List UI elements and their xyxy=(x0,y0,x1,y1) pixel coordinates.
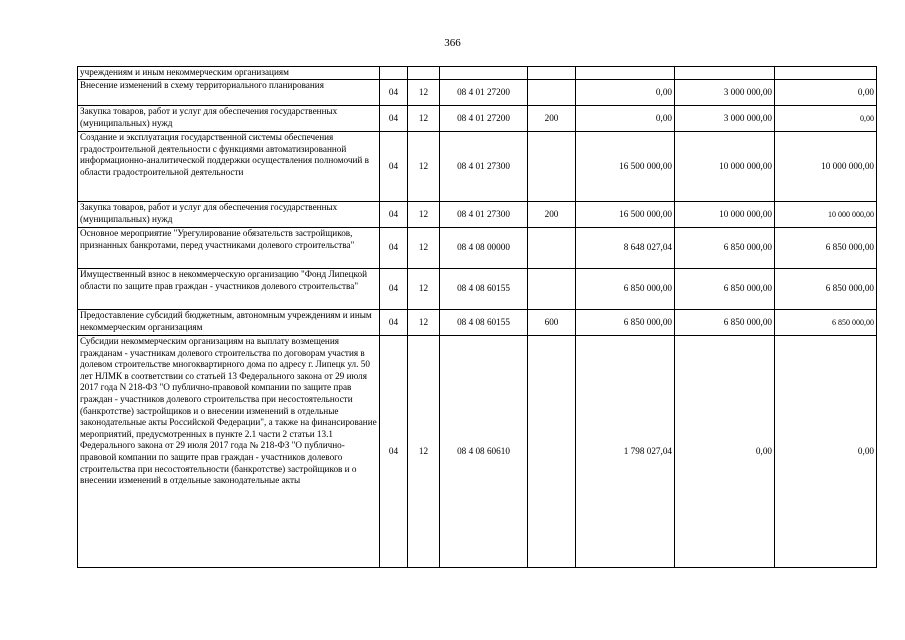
row-name: Предоставление субсидий бюджетным, автономным учреждениям и иным некоммерческим организациям xyxy=(78,310,380,336)
row-name: Внесение изменений в схему территориального планирования xyxy=(78,80,380,106)
row-name: Основное мероприятие "Урегулирование обязательств застройщиков, признанных банкротами, перед участниками долевого строительства" xyxy=(78,228,380,269)
subsection-code: 12 xyxy=(408,202,440,228)
row-name: Закупка товаров, работ и услуг для обеспечения государственных (муниципальных) нужд xyxy=(78,202,380,228)
target-article-code: 08 4 01 27300 xyxy=(440,132,528,202)
section-code: 04 xyxy=(380,310,408,336)
expense-type-code: 200 xyxy=(528,106,576,132)
amount-year-3: 10 000 000,00 xyxy=(775,202,877,228)
amount-year-2: 0,00 xyxy=(675,336,775,568)
table-row xyxy=(78,336,877,568)
section-code: 04 xyxy=(380,80,408,106)
page-number: 366 xyxy=(444,37,461,49)
amount-year-3 xyxy=(775,67,877,80)
table-row xyxy=(78,228,877,269)
table-row xyxy=(78,106,877,132)
amount-year-1: 1 798 027,04 xyxy=(576,336,675,568)
target-article-code: 08 4 01 27200 xyxy=(440,80,528,106)
amount-year-3: 0,00 xyxy=(775,336,877,568)
amount-year-2: 6 850 000,00 xyxy=(675,228,775,269)
amount-year-2: 10 000 000,00 xyxy=(675,132,775,202)
subsection-code xyxy=(408,67,440,80)
amount-year-1: 6 850 000,00 xyxy=(576,269,675,310)
amount-year-2: 10 000 000,00 xyxy=(675,202,775,228)
table-row xyxy=(78,310,877,336)
target-article-code: 08 4 08 00000 xyxy=(440,228,528,269)
row-name: Имущественный взнос в некоммерческую организацию "Фонд Липецкой области по защите прав граждан - участников долевого строительства" xyxy=(78,269,380,310)
section-code xyxy=(380,67,408,80)
table-row xyxy=(78,67,877,80)
amount-year-2: 3 000 000,00 xyxy=(675,80,775,106)
amount-year-1: 6 850 000,00 xyxy=(576,310,675,336)
section-code: 04 xyxy=(380,228,408,269)
target-article-code xyxy=(440,67,528,80)
subsection-code: 12 xyxy=(408,269,440,310)
subsection-code: 12 xyxy=(408,132,440,202)
expense-type-code: 600 xyxy=(528,310,576,336)
amount-year-1: 0,00 xyxy=(576,80,675,106)
section-code: 04 xyxy=(380,132,408,202)
amount-year-3: 6 850 000,00 xyxy=(775,228,877,269)
section-code: 04 xyxy=(380,202,408,228)
amount-year-2 xyxy=(675,67,775,80)
target-article-code: 08 4 08 60155 xyxy=(440,310,528,336)
expense-type-code xyxy=(528,67,576,80)
expense-type-code xyxy=(528,336,576,568)
expense-type-code: 200 xyxy=(528,202,576,228)
target-article-code: 08 4 08 60610 xyxy=(440,336,528,568)
amount-year-2: 6 850 000,00 xyxy=(675,269,775,310)
row-name: Закупка товаров, работ и услуг для обеспечения государственных (муниципальных) нужд xyxy=(78,106,380,132)
table-row xyxy=(78,269,877,310)
table-row xyxy=(78,80,877,106)
amount-year-1: 16 500 000,00 xyxy=(576,132,675,202)
table-row xyxy=(78,132,877,202)
amount-year-2: 3 000 000,00 xyxy=(675,106,775,132)
row-name: Субсидии некоммерческим организациям на выплату возмещения гражданам - участникам долевого строительства по договорам участия в долевом строительстве многоквартирного дома по адресу г. Липецк ул. 50 лет НЛМК в соответствии со статьей 13 Федерального закона от 29 июля 2017 года N 218-ФЗ "О публично-правовой компании по защите прав граждан - участников долевого строительства при несостоятельности (банкротстве) застройщиков и о внесении изменений в отдельные законодательные акты Российской Федерации", а также на финансирование мероприятий, предусмотренных в пункте 2.1 части 2 статьи 13.1 Федерального закона от 29 июля 2017 года № 218-ФЗ "О публично-правовой компании по защите прав граждан - участников долевого строительства при несостоятельности (банкротстве) застройщиков и о внесении изменений в отдельные законодательные акты xyxy=(78,336,380,568)
amount-year-3: 10 000 000,00 xyxy=(775,132,877,202)
budget-table xyxy=(77,66,877,568)
row-name: Создание и эксплуатация государственной системы обеспечения градостроительной деятельности с функциями автоматизированной информационно-аналитической поддержки осуществления полномочий в области градостроительной деятельности xyxy=(78,132,380,202)
subsection-code: 12 xyxy=(408,106,440,132)
amount-year-1: 0,00 xyxy=(576,106,675,132)
expense-type-code xyxy=(528,132,576,202)
expense-type-code xyxy=(528,269,576,310)
amount-year-3: 0,00 xyxy=(775,106,877,132)
subsection-code: 12 xyxy=(408,80,440,106)
amount-year-1 xyxy=(576,67,675,80)
expense-type-code xyxy=(528,80,576,106)
amount-year-3: 6 850 000,00 xyxy=(775,269,877,310)
amount-year-3: 0,00 xyxy=(775,80,877,106)
subsection-code: 12 xyxy=(408,228,440,269)
amount-year-2: 6 850 000,00 xyxy=(675,310,775,336)
subsection-code: 12 xyxy=(408,310,440,336)
target-article-code: 08 4 08 60155 xyxy=(440,269,528,310)
target-article-code: 08 4 01 27200 xyxy=(440,106,528,132)
row-name: учреждениям и иным некоммерческим организациям xyxy=(78,67,380,80)
expense-type-code xyxy=(528,228,576,269)
subsection-code: 12 xyxy=(408,336,440,568)
amount-year-1: 16 500 000,00 xyxy=(576,202,675,228)
amount-year-1: 8 648 027,04 xyxy=(576,228,675,269)
section-code: 04 xyxy=(380,106,408,132)
target-article-code: 08 4 01 27300 xyxy=(440,202,528,228)
table-row xyxy=(78,202,877,228)
amount-year-3: 6 850 000,00 xyxy=(775,310,877,336)
section-code: 04 xyxy=(380,269,408,310)
section-code: 04 xyxy=(380,336,408,568)
